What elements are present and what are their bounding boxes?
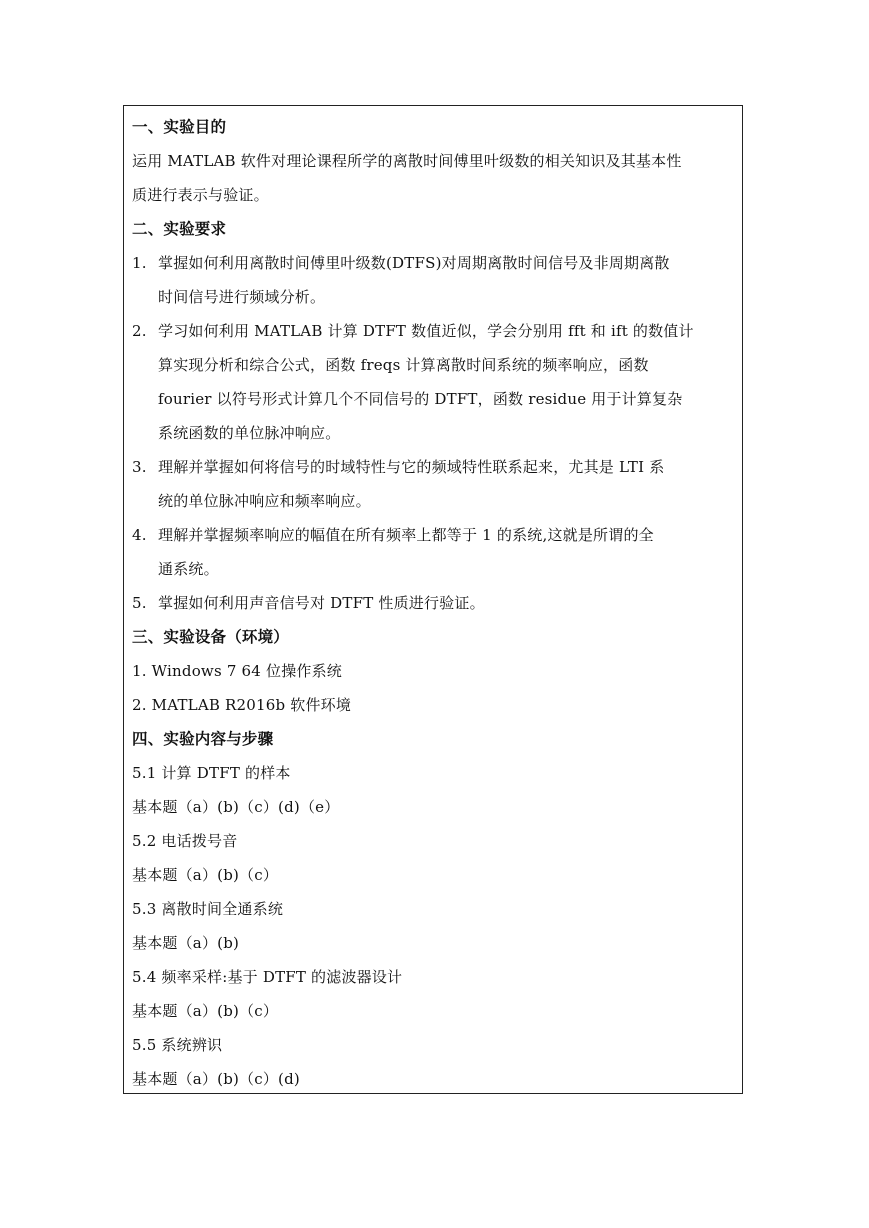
requirement-number: 3. <box>132 458 147 476</box>
requirement-number: 1. <box>132 254 147 272</box>
requirement-number: 2. <box>132 322 147 340</box>
content-subsection-title: 5.4 频率采样:基于 DTFT 的滤波器设计 <box>132 968 403 986</box>
content-subsection-title: 5.3 离散时间全通系统 <box>132 900 284 918</box>
requirement-number: 5. <box>132 594 147 612</box>
content-subsection-title: 5.2 电话拨号音 <box>132 832 238 850</box>
requirement-text: 掌握如何利用离散时间傅里叶级数(DTFS)对周期离散时间信号及非周期离散 <box>158 254 670 272</box>
requirement-item <box>132 246 736 280</box>
equipment-item: 2. MATLAB R2016b 软件环境 <box>132 696 352 714</box>
requirement-item <box>132 450 736 484</box>
requirement-item <box>132 586 736 620</box>
content-task-list: 基本题（a）(b) <box>132 934 240 952</box>
requirement-continuation: 统的单位脉冲响应和频率响应。 <box>158 492 371 510</box>
content-task-list: 基本题（a）(b)（c） <box>132 1002 279 1020</box>
requirement-continuation: 通系统。 <box>158 560 219 578</box>
purpose-line: 质进行表示与验证。 <box>132 186 269 204</box>
report-table-cell <box>123 105 743 1094</box>
requirement-continuation: 算实现分析和综合公式，函数 freqs 计算离散时间系统的频率响应，函数 <box>158 356 649 374</box>
requirement-text: 掌握如何利用声音信号对 DTFT 性质进行验证。 <box>158 594 485 612</box>
requirement-continuation: fourier 以符号形式计算几个不同信号的 DTFT，函数 residue 用于计算复杂 <box>158 390 683 408</box>
requirement-item <box>132 314 736 348</box>
content-subsection-title: 5.5 系统辨识 <box>132 1036 223 1054</box>
content-subsection-title: 5.1 计算 DTFT 的样本 <box>132 764 291 782</box>
requirement-item <box>132 518 736 552</box>
requirement-text: 理解并掌握频率响应的幅值在所有频率上都等于 1 的系统,这就是所谓的全 <box>158 526 654 544</box>
content-task-list: 基本题（a）(b)（c）(d) <box>132 1070 300 1088</box>
requirement-text: 学习如何利用 MATLAB 计算 DTFT 数值近似，学会分别用 fft 和 ift 的数值计 <box>158 322 694 340</box>
requirement-continuation: 系统函数的单位脉冲响应。 <box>158 424 341 442</box>
purpose-line: 运用 MATLAB 软件对理论课程所学的离散时间傅里叶级数的相关知识及其基本性 <box>132 152 682 170</box>
content-task-list: 基本题（a）(b)（c）(d)（e） <box>132 798 340 816</box>
requirement-text: 理解并掌握如何将信号的时域特性与它的频域特性联系起来，尤其是 LTI 系 <box>158 458 665 476</box>
requirement-number: 4. <box>132 526 147 544</box>
content-task-list: 基本题（a）(b)（c） <box>132 866 279 884</box>
equipment-item: 1. Windows 7 64 位操作系统 <box>132 662 342 680</box>
section-heading-purpose: 一、实验目的 <box>132 118 227 136</box>
requirement-continuation: 时间信号进行频域分析。 <box>158 288 326 306</box>
section-heading-equipment: 三、实验设备（环境） <box>132 628 290 646</box>
section-heading-content: 四、实验内容与步骤 <box>132 730 274 748</box>
section-heading-requirements: 二、实验要求 <box>132 220 227 238</box>
